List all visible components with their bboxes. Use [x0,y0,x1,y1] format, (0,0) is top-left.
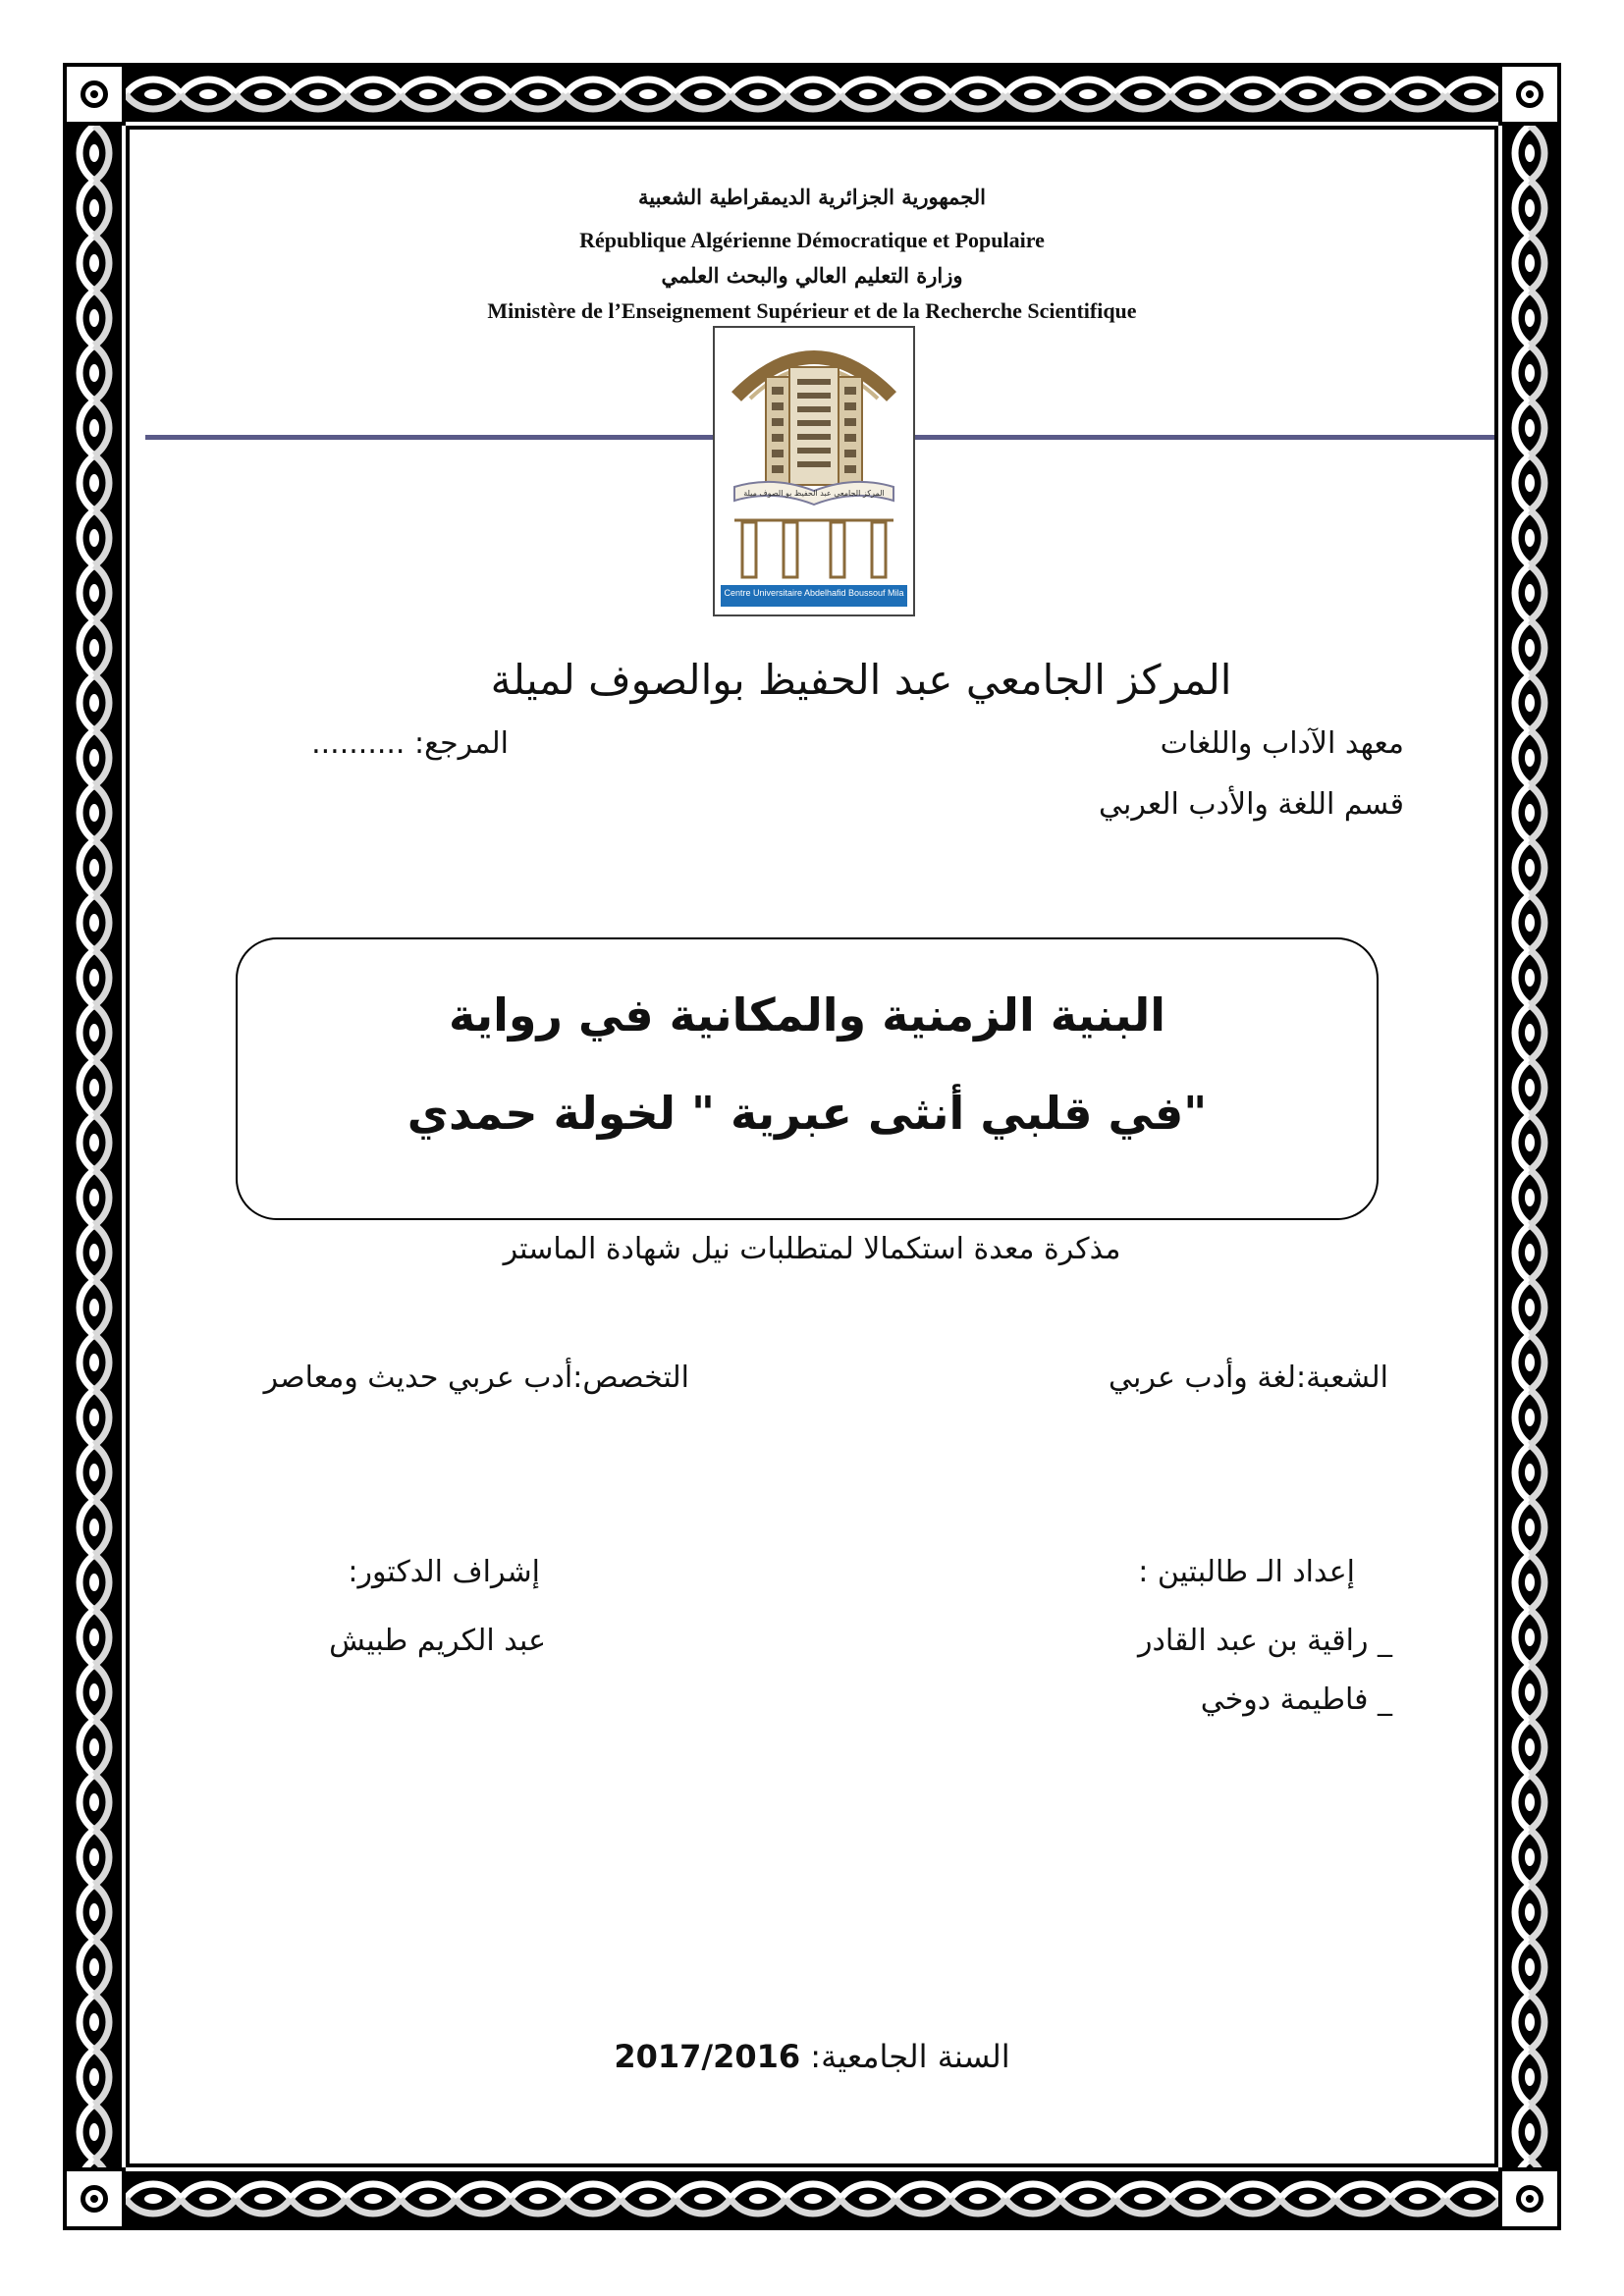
republic-french: République Algérienne Démocratique et Populaire [579,228,1045,252]
academic-year-value: 2017/2016 [614,2038,801,2075]
thesis-title-box [236,937,1379,1220]
university-center-name: المركز الجامعي عبد الحفيظ بوالصوف لميلة [490,656,1232,704]
thesis-purpose-note: مذكرة معدة استكمالا لمتطلبات نيل شهادة الماستر [503,1232,1121,1266]
ministry-french: Ministère de l’Enseignement Supérieur et de la Recherche Scientifique [487,298,1137,323]
institute-name: معهد الآداب واللغات [1160,726,1404,761]
frame-corner-top-left [63,63,126,126]
specialty-label: التخصص:أدب عربي حديث ومعاصر [263,1361,689,1395]
frame-border-bottom [126,2171,1498,2226]
frame-border-top [126,67,1498,122]
department-name: قسم اللغة والأدب العربي [1098,787,1404,822]
supervisor-name: عبد الكريم طبيش [329,1624,546,1658]
frame-corner-top-right [1498,63,1561,126]
ministry-arabic: وزارة التعليم العالي والبحث العلمي [661,263,963,288]
thesis-title-line-2: "في قلبي أنثى عبرية " لخولة حمدي [406,1087,1208,1140]
academic-year-label: السنة الجامعية: [800,2038,1010,2075]
header-rule-right [915,435,1494,440]
frame-corner-bottom-left [63,2167,126,2230]
student-name-1: _ راقية بن عبد القادر [1138,1624,1392,1658]
header-rule-left [145,435,713,440]
frame-border-right [1502,126,1557,2167]
academic-year [0,2038,1624,2075]
prepared-by-label: إعداد الـ طالبتين : [1138,1555,1355,1589]
frame-corner-bottom-right [1498,2167,1561,2230]
supervisor-label: إشراف الدكتور: [348,1555,540,1589]
student-name-2: _ فاطيمة دوخي [1200,1682,1392,1717]
logo-ribbon-text: Centre Universitaire Abdelhafid Boussouf Mila [724,588,904,598]
republic-arabic: الجمهورية الجزائرية الديمقراطية الشعبية [637,185,986,209]
frame-border-left [67,126,122,2167]
reference-field: المرجع: .......... [311,726,509,761]
logo-book-text: المركز الجامعي عبد الحفيظ بو الصوف ميلة [743,489,885,498]
thesis-title-line-1: البنية الزمنية والمكانية في رواية [448,988,1166,1041]
university-logo [713,326,915,616]
branch-label: الشعبة:لغة وأدب عربي [1109,1361,1388,1395]
